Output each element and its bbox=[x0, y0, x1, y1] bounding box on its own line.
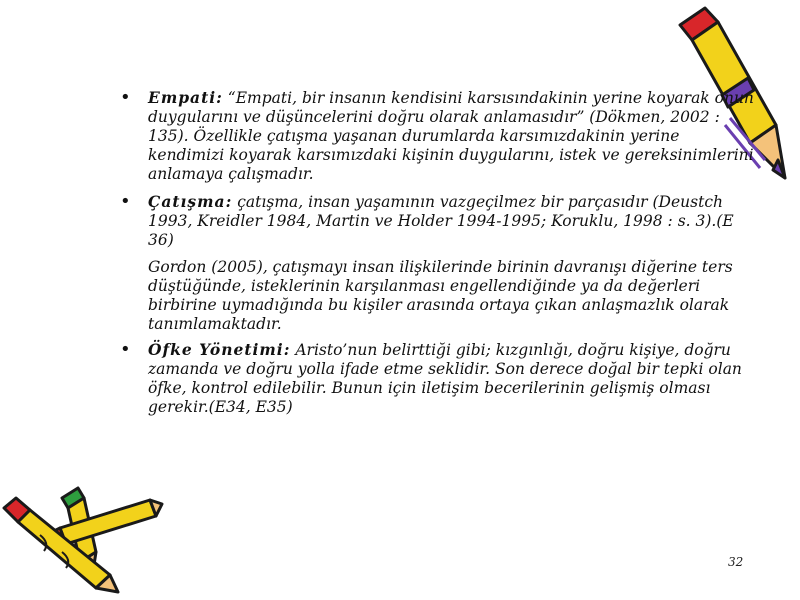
text-ofke: Aristo’nun belirttiği gibi; kızgınlığı, doğru kişiye, doğru zamanda ve doğru yolla ifade etme seklidir. Son derece doğal bir tepki olan öfke, kontrol edilebilir. Bunun için iletişim becerilerinin gelişmiş olması gerekir.(E34, E35) bbox=[148, 341, 742, 416]
bullet-item-ofke bbox=[120, 340, 760, 417]
bullet-icon: • bbox=[120, 339, 131, 360]
bullet-icon: • bbox=[120, 191, 131, 212]
text-empati: “Empati, bir insanın kendisini karsısındakinin yerine koyarak onun duygularını ve düşüncelerini doğru olarak anlamasıdır” (Dökmen, 2002 : 135). Özellikle çatışma yaşanan durumlarda karsımızdakinin yerine kendimizi koyarak karsımızdaki kişinin duygularını, istek ve gereksinimlerini anlamaya çalışmadır. bbox=[148, 89, 754, 183]
bullet-icon: • bbox=[120, 87, 131, 108]
term-catisma: Çatışma: bbox=[148, 192, 233, 211]
text-catisma: çatışma, insan yaşamının vazgeçilmez bir parçasıdır (Deustch 1993, Kreidler 1984, Martin ve Holder 1994-1995; Koruklu, 1998 : s. 3).(E 36) bbox=[148, 193, 734, 249]
term-empati: Empati: bbox=[148, 88, 223, 107]
term-ofke: Öfke Yönetimi: bbox=[148, 340, 291, 359]
bullet-item-catisma bbox=[120, 192, 760, 250]
gordon-paragraph: Gordon (2005), çatışmayı insan ilişkilerinde birinin davranışı diğerine ters düştüğünde, isteklerinin karşılanması engellendiğinde ya da değerleri birbirine uymadığında bu kişiler arasında ortaya çıkan anlaşmazlık olarak tanımlamaktadır. bbox=[148, 258, 733, 333]
pencils-bottom-left-icon bbox=[0, 480, 170, 595]
page-number: 32 bbox=[728, 555, 744, 569]
slide-body bbox=[120, 88, 760, 425]
bullet-item-empati bbox=[120, 88, 760, 184]
